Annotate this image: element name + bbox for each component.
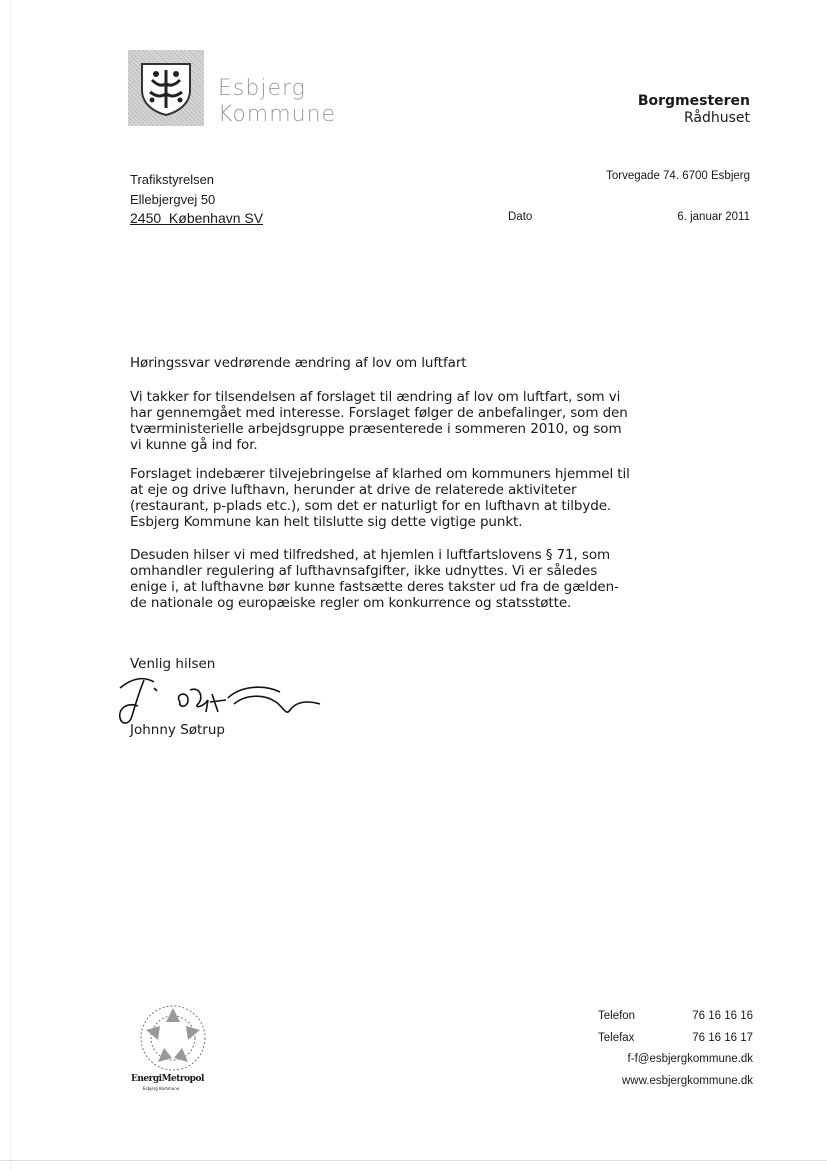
page-edge (10, 0, 11, 1170)
logo-line-2: Kommune (218, 102, 337, 127)
logo-line-1: Esbjerg (218, 76, 306, 101)
municipality-logo-text (218, 76, 336, 128)
contact-block (598, 1006, 753, 1092)
sender-building: Rådhuset (683, 110, 750, 126)
date-label: Dato (508, 211, 533, 223)
sender-department: Borgmesteren (637, 93, 750, 109)
sender-block (638, 93, 750, 127)
footer-logo-text: EnergiMetropol (131, 1074, 204, 1084)
phone-label: Telefon (598, 1010, 636, 1022)
letter-greeting: Venlig hilsen (130, 656, 216, 672)
fax-value: 76 16 16 17 (692, 1031, 753, 1044)
coat-of-arms-icon (138, 60, 194, 116)
date-value: 6. januar 2011 (677, 211, 750, 223)
letter-subject: Høringssvar vedrørende ændring af lov om luftfart (130, 355, 467, 371)
phone-value: 76 16 16 16 (692, 1010, 753, 1022)
phone-row (598, 1006, 753, 1028)
letter-paragraph-1: Vi takker for tilsendelsen af forslaget til ændring af lov om luftfart, som vi har gennemgået med interesse. Forslaget følger de anbefalinger, som den tværministerielle arbejdsgruppe præsenterede i sommeren 2010, og som vi kunne gå ind for. (130, 389, 628, 453)
letter-paragraph-3: Desuden hilser vi med tilfredshed, at hjemlen i luftfartslovens § 71, som omhandler regulering af lufthavnsafgifter, ikke udnyttes. Vi er således enige i, at lufthavne bør kunne fastsætte deres takster ud fra de gælden-de nationale og europæiske regler om konkurrence og statsstøtte. (130, 547, 619, 611)
email-link[interactable]: f-f@esbjergkommune.dk (627, 1053, 753, 1065)
recipient-address (130, 170, 263, 229)
recipient-street: Ellebjergvej 50 (130, 191, 216, 207)
letter-paragraph-2: Forslaget indebærer tilvejebringelse af klarhed om kommuners hjemmel til at eje og drive lufthavn, herunder at drive de relaterede aktiviteter (restaurant, p-plads etc.), som det er naturligt for en lufthavn at tilbyde. Esbjerg Kommune kan helt tilslutte sig dette vigtige punkt. (130, 466, 630, 530)
website-link[interactable]: www.esbjergkommune.dk (621, 1074, 753, 1087)
fax-row (598, 1028, 753, 1050)
footer-logo-subtext: Esbjerg Kommune (143, 1086, 180, 1091)
signer-name: Johnny Søtrup (130, 722, 225, 738)
recipient-city: 2450 København SV (130, 210, 264, 226)
recipient-name: Trafikstyrelsen (130, 172, 215, 187)
sender-address: Torvegade 74. 6700 Esbjerg (606, 170, 750, 182)
energimetropol-logo-icon (128, 1000, 218, 1100)
page-bottom-divider (0, 1160, 827, 1161)
fax-label: Telefax (598, 1031, 635, 1044)
